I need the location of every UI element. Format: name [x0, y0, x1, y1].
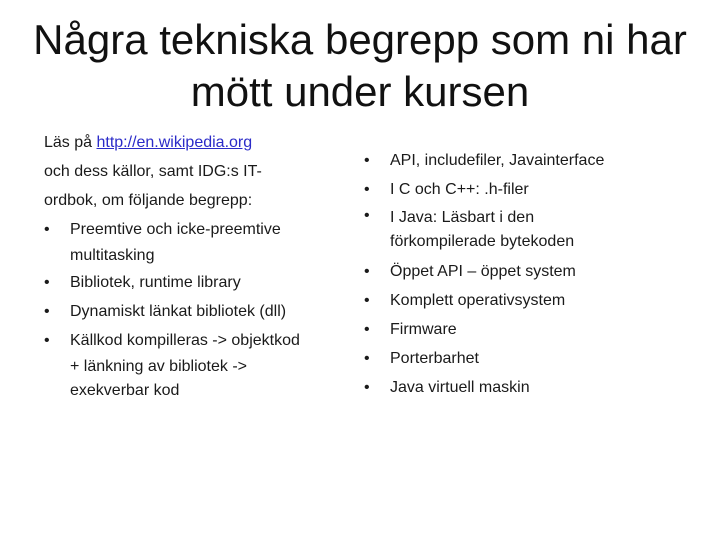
list-item-text: exekverbar kod — [70, 382, 180, 399]
list-item-text: Preemtive och icke-preemtive — [70, 221, 281, 238]
list-item-text: I C och C++: .h-filer — [390, 181, 529, 198]
intro-text — [44, 128, 344, 215]
bullet-icon: • — [44, 221, 50, 238]
bullet-icon: • — [44, 274, 50, 291]
left-bullet-list — [44, 215, 344, 403]
list-item-text: + länkning av bibliotek -> — [70, 358, 247, 375]
list-item-text: Firmware — [390, 321, 457, 338]
list-item — [364, 146, 694, 175]
list-item — [364, 373, 694, 402]
title-line-2: mött under kursen — [190, 68, 530, 115]
bullet-icon: • — [364, 379, 370, 396]
list-item — [44, 268, 344, 297]
list-item-text: API, includefiler, Javainterface — [390, 152, 605, 169]
slide-title — [20, 14, 700, 118]
right-column — [364, 146, 694, 402]
list-item-text: Öppet API – öppet system — [390, 263, 576, 280]
bullet-icon: • — [364, 263, 370, 280]
list-item-text: Källkod kompilleras -> objektkod — [70, 332, 300, 349]
list-item-text: Bibliotek, runtime library — [70, 274, 241, 291]
list-item — [44, 215, 344, 268]
list-item-text: Dynamiskt länkat bibliotek (dll) — [70, 303, 287, 320]
bullet-icon: • — [364, 321, 370, 338]
list-item — [364, 204, 694, 257]
list-item-text: Komplett operativsystem — [390, 292, 566, 309]
list-item — [364, 315, 694, 344]
list-item-text: Porterbarhet — [390, 350, 479, 367]
list-item — [364, 257, 694, 286]
list-item-text: I Java: Läsbart i den — [390, 209, 535, 226]
left-column — [44, 128, 344, 403]
intro-prefix: Läs på — [44, 134, 97, 151]
list-item-text: förkompilerade bytekoden — [390, 233, 575, 250]
bullet-icon: • — [364, 181, 370, 198]
list-item — [44, 326, 344, 403]
list-item — [364, 286, 694, 315]
wikipedia-link[interactable]: http://en.wikipedia.org — [96, 134, 253, 151]
title-line-1: Några tekniska begrepp som ni har — [33, 16, 687, 63]
bullet-icon: • — [44, 303, 50, 320]
intro-line-3: ordbok, om följande begrepp: — [44, 192, 253, 209]
list-item-text: Java virtuell maskin — [390, 379, 530, 396]
right-bullet-list — [364, 146, 694, 402]
list-item — [364, 175, 694, 204]
bullet-icon: • — [364, 152, 370, 169]
list-item — [364, 344, 694, 373]
bullet-icon: • — [364, 207, 370, 224]
list-item — [44, 297, 344, 326]
bullet-icon: • — [44, 332, 50, 349]
bullet-icon: • — [364, 292, 370, 309]
intro-line-2: och dess källor, samt IDG:s IT- — [44, 163, 262, 180]
list-item-text: multitasking — [70, 247, 155, 264]
bullet-icon: • — [364, 350, 370, 367]
